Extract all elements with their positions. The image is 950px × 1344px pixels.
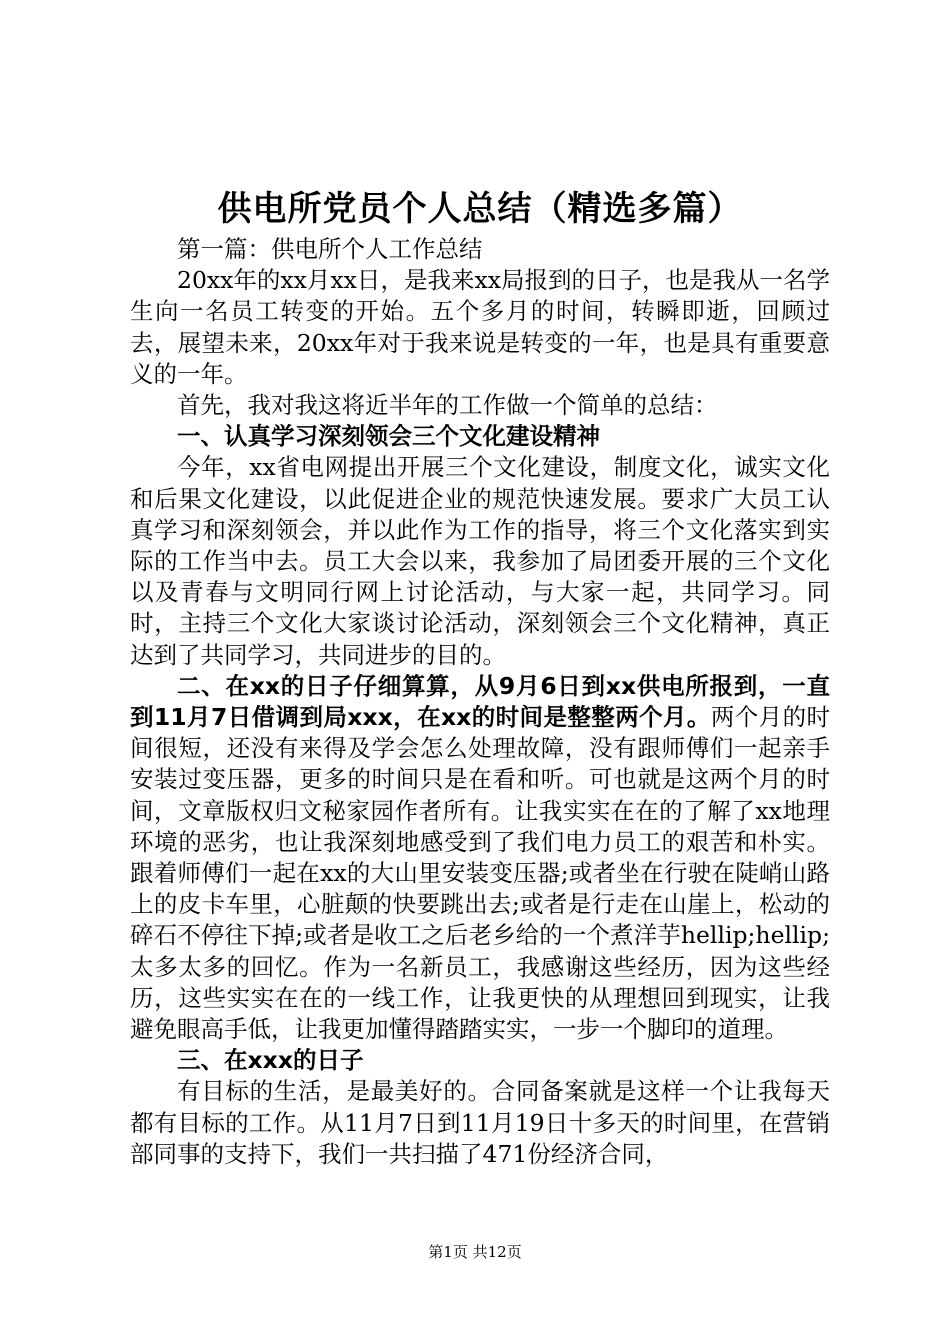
body-paragraph-mixed <box>130 671 830 1045</box>
inline-body-text: 两个月的时间很短，还没有来得及学会怎么处理故障，没有跟师傅们一起亲手安装过变压器，更多的时间只是在看和听。可也就是这两个月的时间，文章版权归文秘家园作者所有。让我实实在在的了解了xx地理环境的恶劣，也让我深刻地感受到了我们电力员工的艰苦和朴实。跟着师傅们一起在xx的大山里安装变压器;或者坐在行驶在陡峭山路上的皮卡车里，心脏颠的快要跳出去;或者是行走在山崖上，松动的碎石不停往下掉;或者是收工之后老乡给的一个煮洋芋hellip;hellip;太多太多的回忆。作为一名新员工，我感谢这些经历，因为这些经历，这些实实在在的一线工作，让我更快的从理想回到现实，让我避免眼高手低，让我更加懂得踏踏实实，一步一个脚印的道理。 <box>130 703 831 1044</box>
page-footer: 第1页 共12页 <box>428 1243 522 1261</box>
document-page <box>130 186 830 1170</box>
section-heading: 一、认真学习深刻领会三个文化建设精神 <box>177 422 600 451</box>
body-paragraph: 今年，xx省电网提出开展三个文化建设，制度文化，诚实文化和后果文化建设，以此促进企业的规范快速发展。要求广大员工认真学习和深刻领会，并以此作为工作的指导，将三个文化落实到实际的工作当中去。员工大会以来，我参加了局团委开展的三个文化以及青春与文明同行网上讨论活动，与大家一起，共同学习。同时，主持三个文化大家谈讨论活动，深刻领会三个文化精神，真正达到了共同学习，共同进步的目的。 <box>130 453 830 669</box>
document-title: 供电所党员个人总结（精选多篇） <box>217 189 743 229</box>
section-label: 第一篇：供电所个人工作总结 <box>177 235 483 263</box>
inline-bold-heading: 二、在xx的日子仔细算算，从9月6日到xx供电所报到，一直到11月7日借调到局xxx，在xx的时间是整整两个月。 <box>130 671 830 732</box>
section-heading: 三、在xxx的日子 <box>177 1046 364 1075</box>
body-paragraph: 20xx年的xx月xx日，是我来xx局报到的日子，也是我从一名学生向一名员工转变的开始。五个多月的时间，转瞬即逝，回顾过去，展望未来，20xx年对于我来说是转变的一年，也是具有重要意义的一年。 <box>130 266 830 388</box>
body-paragraph: 有目标的生活，是最美好的。合同备案就是这样一个让我每天都有目标的工作。从11月7日到11月19日十多天的时间里，在营销部同事的支持下，我们一共扫描了471份经济合同， <box>130 1077 830 1168</box>
body-paragraph: 首先，我对我这将近半年的工作做一个简单的总结： <box>177 391 718 420</box>
